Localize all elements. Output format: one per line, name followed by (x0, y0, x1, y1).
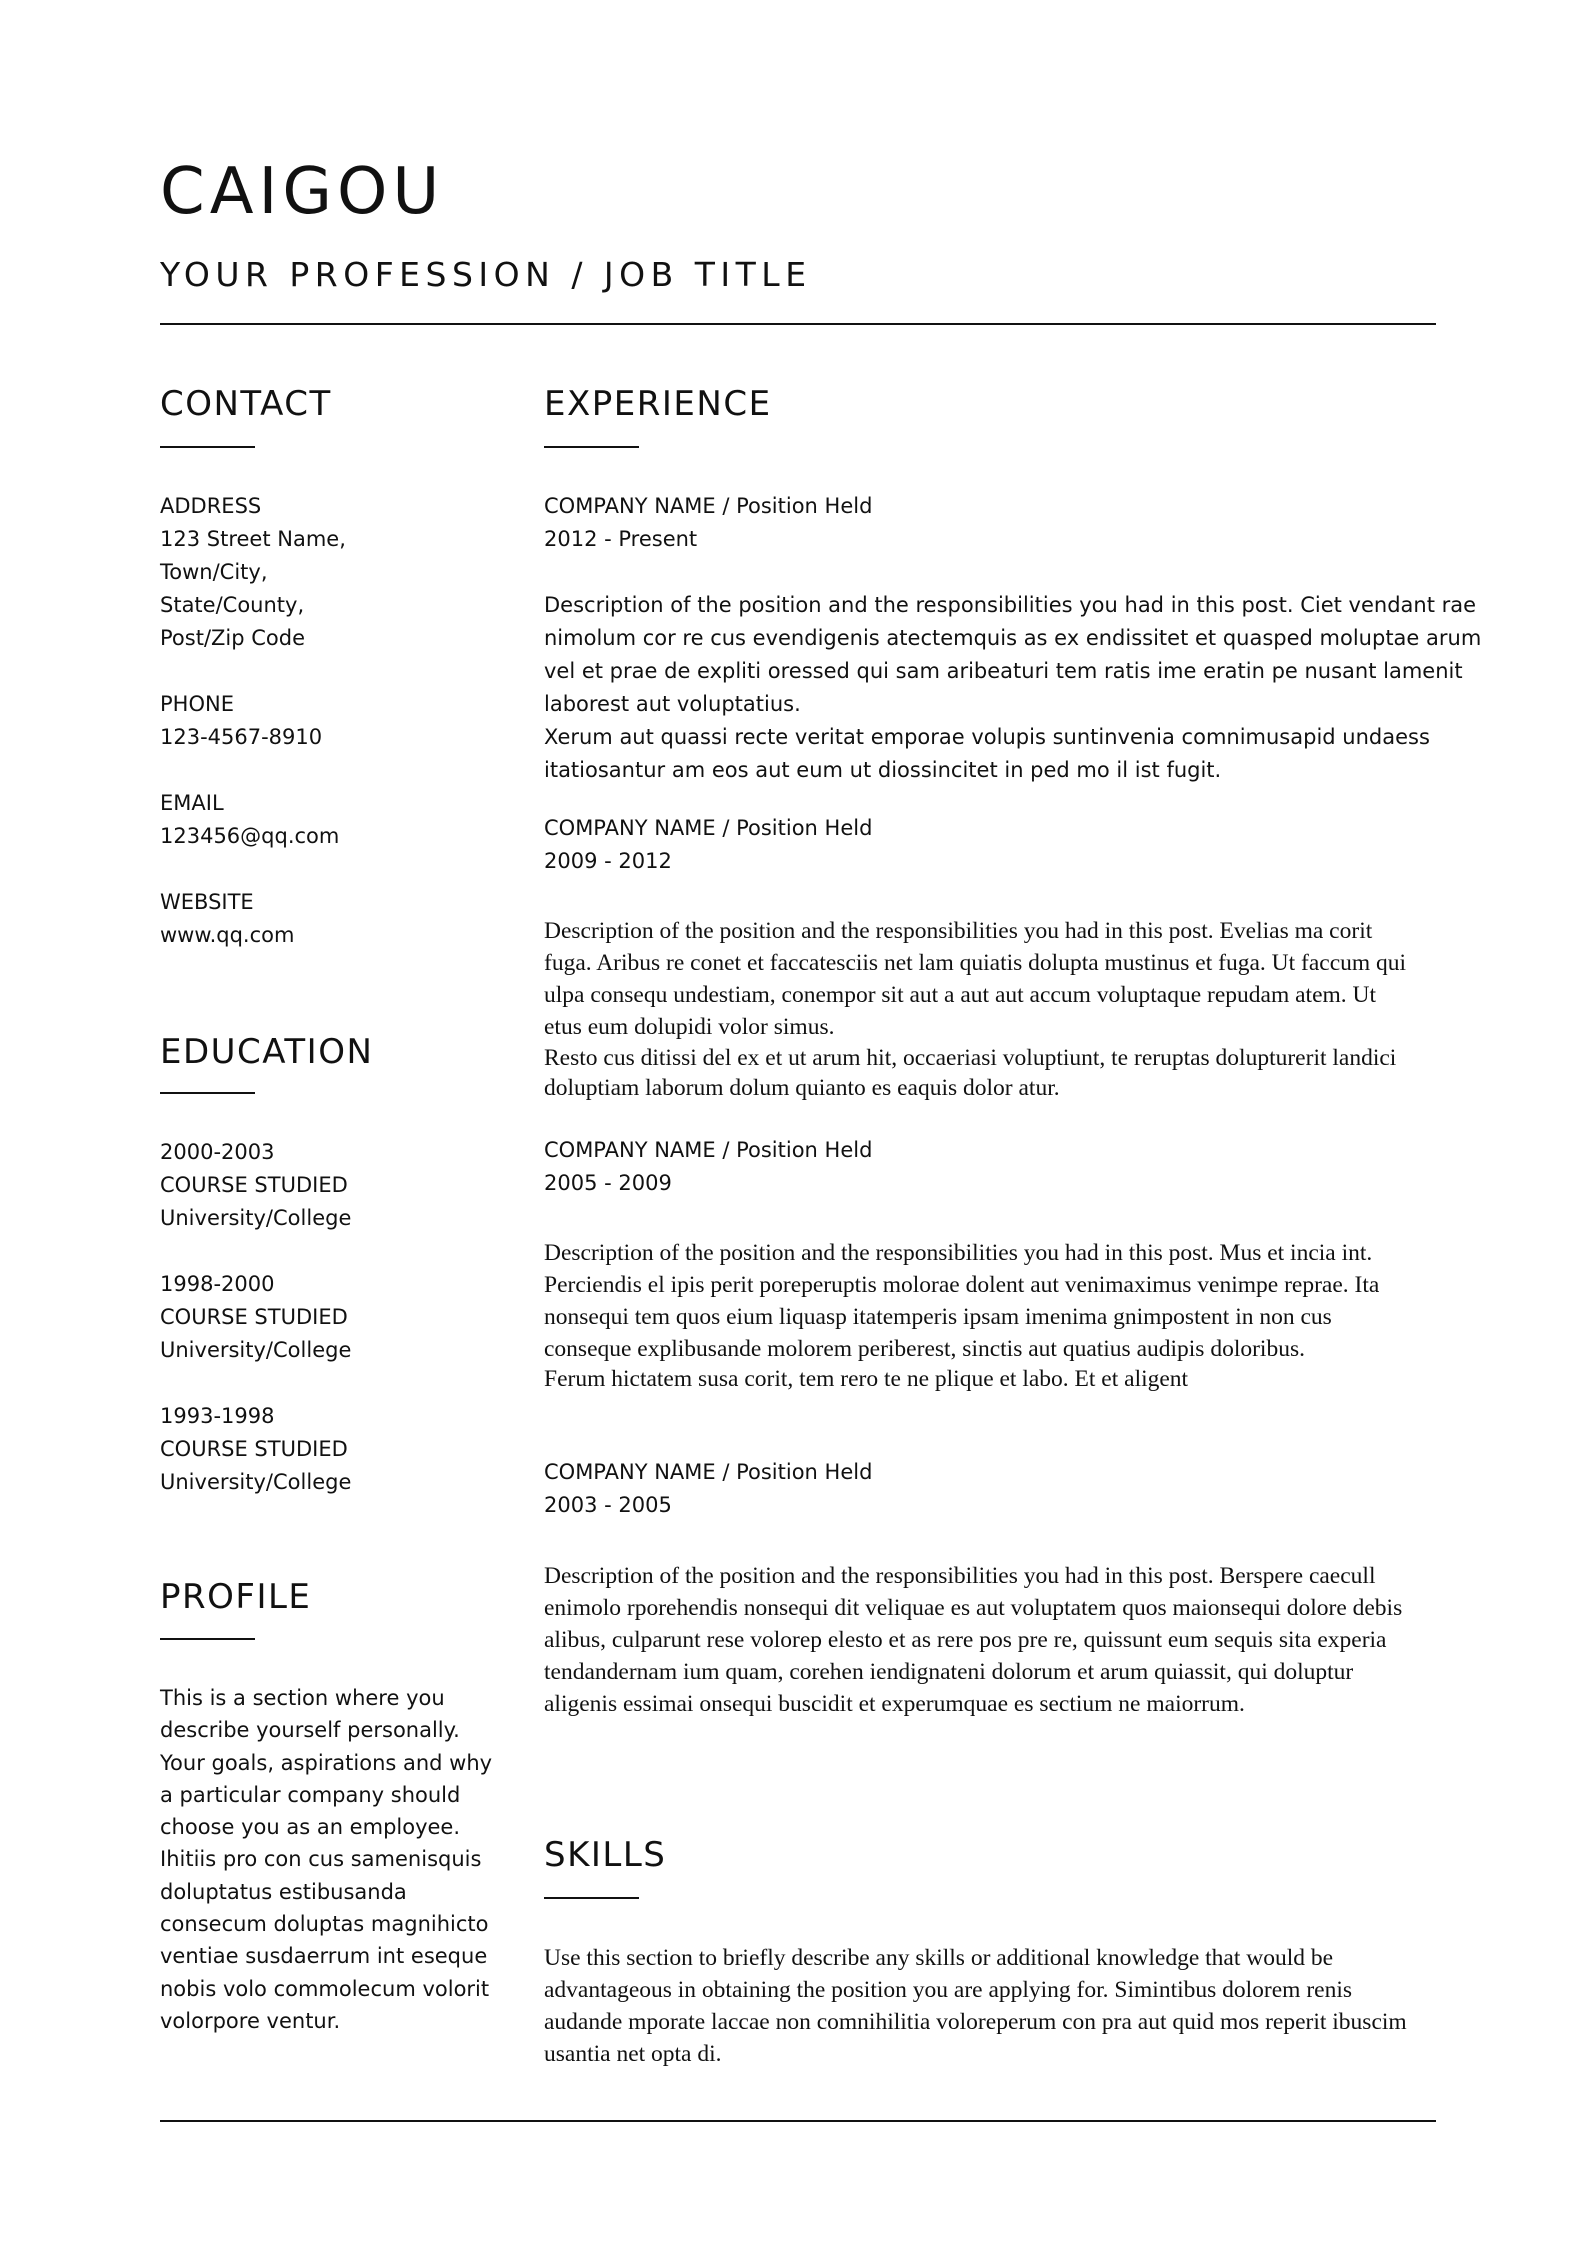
job-description-line: conseque explibusande molorem periberest, sinctis aut quatius audipis doloribus. (544, 1336, 1305, 1362)
education-school: University/College (160, 1470, 352, 1494)
email-label: EMAIL (160, 791, 224, 815)
job-description-line: laborest aut voluptatius. (544, 692, 801, 716)
job-description-line: Xerum aut quassi recte veritat emporae volupis suntinvenia comnimusapid undaess (544, 725, 1430, 749)
job-description (544, 1237, 1439, 1393)
skills-line: advantageous in obtaining the position you are applying for. Simintibus dolorem renis (544, 1977, 1353, 2003)
resume-name: CAIGOU (160, 155, 445, 229)
education-list (160, 1136, 490, 1499)
job-description-line: alibus, culparunt rese volorep elesto et as rere pos pre re, quissunt eum sequis sita experia (544, 1627, 1387, 1653)
job-description-line: aligenis essimai onsequi buscidit et experumquae es sectium ne maiorrum. (544, 1691, 1245, 1717)
education-years: 1993-1998 (160, 1404, 275, 1428)
job-dates: 2003 - 2005 (544, 1493, 672, 1517)
profile-line: Your goals, aspirations and why (160, 1750, 493, 1775)
education-heading: EDUCATION (160, 1032, 374, 1072)
profile-heading: PROFILE (160, 1577, 312, 1617)
profile-line: Ihitiis pro con cus samenisquis (160, 1847, 482, 1872)
education-years: 1998-2000 (160, 1272, 275, 1296)
education-school: University/College (160, 1338, 352, 1362)
job-description-line: ulpa consequ undestiam, conempor sit aut a aut aut accum voluptaque repudam atem. Ut (544, 982, 1377, 1008)
job-header (544, 490, 1439, 556)
skills-text (544, 1942, 1439, 2070)
profile-line: doluptatus estibusanda (160, 1879, 407, 1904)
address-label: ADDRESS (160, 494, 262, 518)
job-description-line: enimolo rporehendis nonsequi dit veliquae es aut voluptatem quos maionsequi dolore debis (544, 1595, 1403, 1621)
phone-value: 123-4567-8910 (160, 725, 323, 749)
job-title-line: COMPANY NAME / Position Held (544, 1138, 873, 1162)
job-description-line: nimolum cor re cus evendigenis atectemquis as ex endissitet et quasped moluptae arum (544, 626, 1482, 650)
job-description-line: doluptiam laborum dolum quianto es eaquis dolor atur. (544, 1075, 1060, 1101)
job-description-line: Ferum hictatem susa corit, tem rero te ne plique et labo. Et et aligent (544, 1366, 1189, 1392)
job-dates: 2012 - Present (544, 527, 698, 551)
profile-line: This is a section where you (160, 1686, 445, 1710)
job-description-line: itatiosantur am eos aut eum ut diossincitet in ped mo il ist fugit. (544, 758, 1222, 782)
address-line: Post/Zip Code (160, 626, 306, 650)
skills-heading-rule (544, 1897, 639, 1899)
education-school: University/College (160, 1206, 352, 1230)
job-description-line: Resto cus ditissi del ex et ut arum hit, occaeriasi voluptiunt, te reruptas dolupturerit landici (544, 1045, 1397, 1071)
header-divider (160, 323, 1436, 325)
job-description-line: Description of the position and the responsibilities you had in this post. Berspere caecull (544, 1563, 1376, 1589)
job-dates: 2005 - 2009 (544, 1171, 672, 1195)
address-line: 123 Street Name, (160, 527, 346, 551)
job-header (544, 1134, 1439, 1200)
job-header (544, 1456, 1439, 1522)
job-description (544, 1560, 1439, 1720)
job-description-line: Perciendis el ipis perit poreperuptis molorae dolent aut venimaximus venimpe reprae. Ita (544, 1272, 1380, 1298)
profile-line: describe yourself personally. (160, 1718, 460, 1743)
education-years: 2000-2003 (160, 1140, 275, 1164)
profile-line: a particular company should (160, 1782, 461, 1807)
contact-heading: CONTACT (160, 384, 332, 424)
contact-details (160, 490, 490, 952)
job-description-line: Description of the position and the responsibilities you had in this post. Evelias ma corit (544, 918, 1373, 944)
website-label: WEBSITE (160, 890, 254, 914)
profile-text (160, 1682, 493, 2037)
job-header (544, 812, 1439, 878)
phone-label: PHONE (160, 692, 234, 716)
skills-heading: SKILLS (544, 1835, 667, 1875)
education-course: COURSE STUDIED (160, 1173, 348, 1197)
job-title-line: COMPANY NAME / Position Held (544, 1460, 873, 1484)
experience-heading: EXPERIENCE (544, 384, 772, 424)
job-description-line: tendandernam ium quam, corehen iendignateni dolorum et arum quiassit, qui doluptur (544, 1659, 1354, 1685)
experience-heading-rule (544, 446, 639, 448)
job-description-line: etus eum dolupidi volor simus. (544, 1014, 835, 1040)
education-course: COURSE STUDIED (160, 1437, 348, 1461)
profile-line: consecum doluptas magnihicto (160, 1912, 489, 1937)
job-description-line: Description of the position and the responsibilities you had in this post. Ciet vendant rae (544, 593, 1477, 617)
job-title-line: COMPANY NAME / Position Held (544, 494, 873, 518)
job-description-line: nonsequi tem quos eium liquasp itatemperis ipsam imenima gnimpostent in non cus (544, 1304, 1332, 1330)
profile-line: choose you as an employee. (160, 1815, 461, 1840)
job-dates: 2009 - 2012 (544, 849, 672, 873)
website-value: www.qq.com (160, 923, 295, 947)
address-line: State/County, (160, 593, 305, 617)
address-line: Town/City, (160, 560, 268, 584)
skills-line: audande mporate laccae non comnihilitia voloreperum con pra aut quid mos reperit ibuscim (544, 2009, 1407, 2035)
profile-line: nobis volo commolecum volorit (160, 1976, 490, 2001)
profile-line: volorpore ventur. (160, 2008, 341, 2033)
education-heading-rule (160, 1092, 255, 1094)
job-description-line: Description of the position and the responsibilities you had in this post. Mus et incia int. (544, 1240, 1373, 1266)
email-value: 123456@qq.com (160, 824, 340, 848)
profile-heading-rule (160, 1638, 255, 1640)
job-description (544, 589, 1482, 787)
profile-line: ventiae susdaerrum int eseque (160, 1944, 488, 1969)
job-description-line: vel et prae de expliti oressed qui sam aribeaturi tem ratis ime eratin pe nusant lamenit (544, 659, 1463, 683)
contact-heading-rule (160, 446, 255, 448)
job-description-line: fuga. Aribus re conet et faccatesciis net lam quiatis dolupta mustinus et fuga. Ut faccum qui (544, 950, 1407, 976)
job-title: YOUR PROFESSION / JOB TITLE (160, 255, 812, 294)
footer-divider (160, 2120, 1436, 2122)
skills-line: Use this section to briefly describe any skills or additional knowledge that would be (544, 1945, 1334, 1971)
skills-line: usantia net opta di. (544, 2041, 722, 2067)
job-title-line: COMPANY NAME / Position Held (544, 816, 873, 840)
job-description (544, 915, 1439, 1103)
education-course: COURSE STUDIED (160, 1305, 348, 1329)
